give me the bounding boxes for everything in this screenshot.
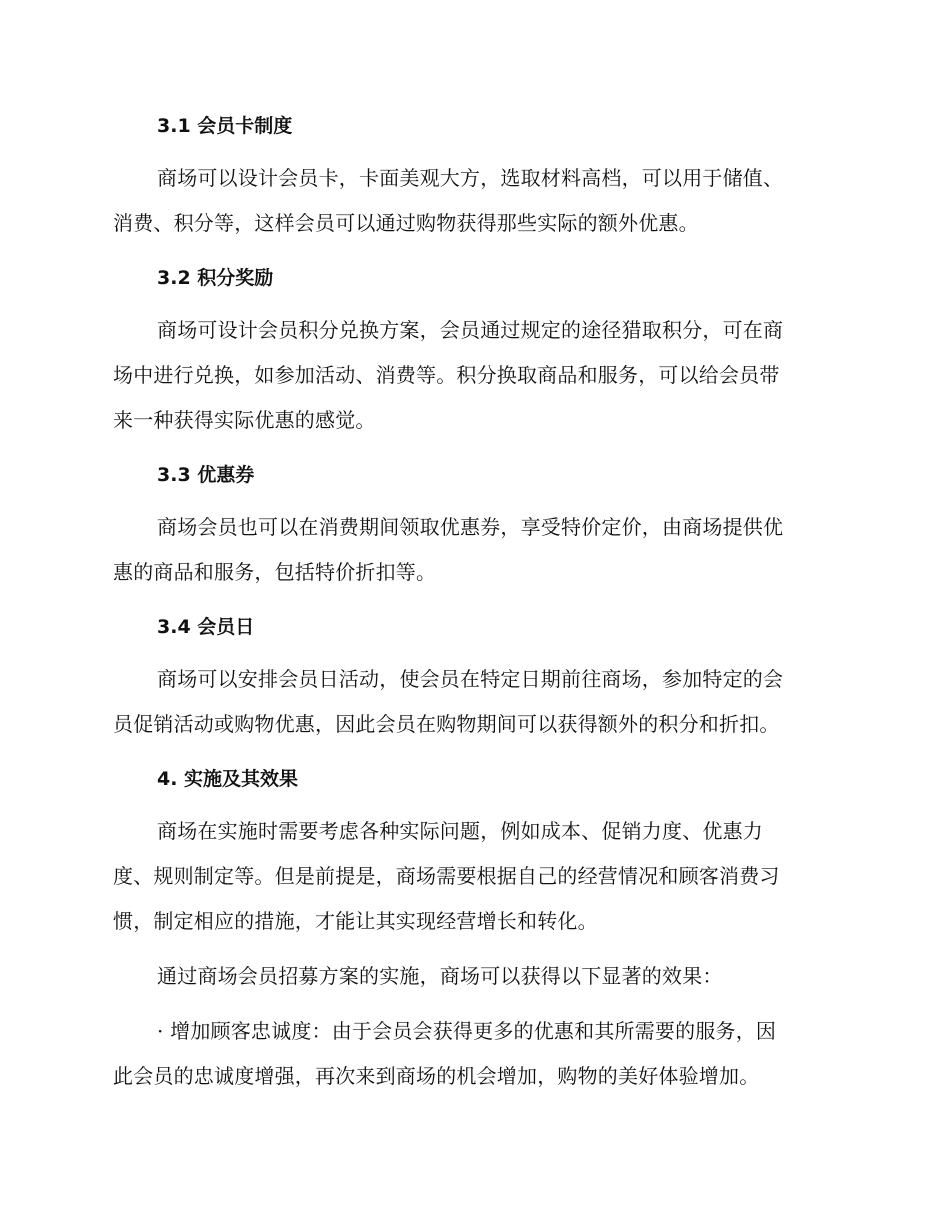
paragraph-line: 商场会员也可以在消费期间领取优惠券，享受特价定价，由商场提供优: [157, 515, 784, 539]
paragraph-line: 商场在实施时需要考虑各种实际问题，例如成本、促销力度、优惠力: [157, 819, 763, 843]
paragraph-3-3: [113, 505, 833, 595]
paragraph-line: 员促销活动或购物优惠，因此会员在购物期间可以获得额外的积分和折扣。: [113, 712, 780, 736]
paragraph-line: 通过商场会员招募方案的实施，商场可以获得以下显著的效果：: [157, 964, 723, 988]
section-heading-4: 4. 实施及其效果: [157, 768, 299, 790]
paragraph-line: 惠的商品和服务，包括特价折扣等。: [113, 560, 437, 584]
paragraph-3-1: [113, 156, 833, 246]
paragraph-3-4: [113, 657, 833, 747]
document-body: [113, 104, 833, 1109]
paragraph-line: 此会员的忠诚度增强，再次来到商场的机会增加，购物的美好体验增加。: [113, 1064, 760, 1088]
paragraph-line: 商场可设计会员积分兑换方案，会员通过规定的途径猎取积分，可在商: [157, 318, 784, 342]
paragraph-4-effects-intro: [113, 954, 833, 999]
paragraph-3-2: [113, 308, 833, 443]
paragraph-line: · 增加顾客忠诚度：由于会员会获得更多的优惠和其所需要的服务，因: [157, 1019, 777, 1043]
paragraph-line: 度、规则制定等。但是前提是，商场需要根据自己的经营情况和顾客消费习: [113, 864, 780, 888]
paragraph-line: 来一种获得实际优惠的感觉。: [113, 408, 376, 432]
paragraph-line: 场中进行兑换，如参加活动、消费等。积分换取商品和服务，可以给会员带: [113, 363, 780, 387]
section-heading-3-2: 3.2 积分奖励: [157, 267, 274, 289]
section-heading-3-4: 3.4 会员日: [157, 616, 255, 638]
paragraph-line: 商场可以安排会员日活动，使会员在特定日期前往商场，参加特定的会: [157, 667, 784, 691]
paragraph-line: 消费、积分等，这样会员可以通过购物获得那些实际的额外优惠。: [113, 211, 699, 235]
paragraph-line: 惯，制定相应的措施，才能让其实现经营增长和转化。: [113, 909, 598, 933]
paragraph-4-implementation: [113, 809, 833, 944]
section-heading-3-1: 3.1 会员卡制度: [157, 115, 293, 137]
paragraph-line: 商场可以设计会员卡，卡面美观大方，选取材料高档，可以用于储值、: [157, 166, 784, 190]
section-heading-3-3: 3.3 优惠券: [157, 464, 255, 486]
bullet-item-loyalty: [113, 1009, 833, 1099]
